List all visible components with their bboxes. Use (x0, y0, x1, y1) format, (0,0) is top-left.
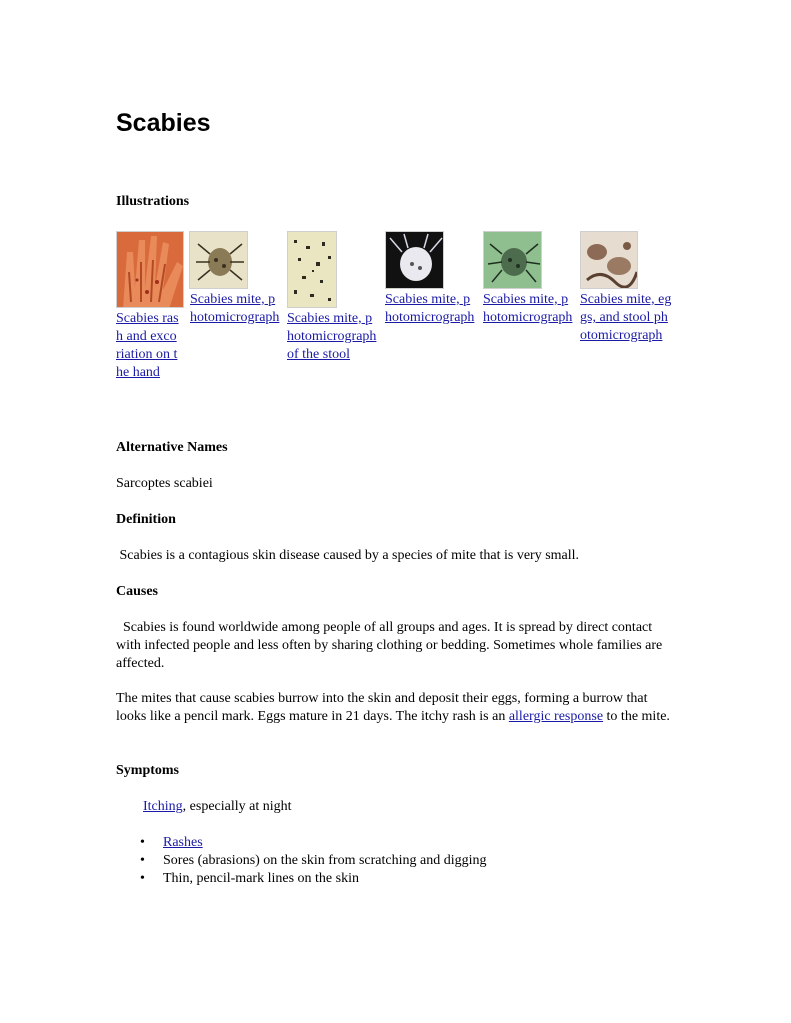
symptoms-list (116, 834, 487, 888)
itching-line (143, 798, 292, 816)
allergic-response-link[interactable]: allergic response (508, 709, 604, 724)
causes-heading: Causes (116, 584, 159, 599)
list-item-text: Sores (abrasions) on the skin from scratching and digging (163, 853, 487, 868)
illustration-caption-4[interactable]: Scabies mite, photomicrograph (385, 292, 475, 325)
alternative-names-text: Sarcoptes scabiei (116, 476, 213, 491)
bullet-icon: • (140, 871, 145, 886)
list-item-text: Thin, pencil-mark lines on the skin (163, 871, 359, 886)
list-item (116, 852, 487, 870)
symptoms-heading: Symptoms (116, 763, 180, 778)
illustration-caption-3[interactable]: Scabies mite, photomicrograph of the stool (287, 311, 377, 362)
mite-eggs-photo-icon[interactable] (580, 231, 638, 289)
illustration-caption-1[interactable]: Scabies rash and excoriation on the hand (116, 311, 179, 380)
illustration-caption-5[interactable]: Scabies mite, photomicrograph (483, 292, 573, 325)
causes-paragraph-2-text: The mites that cause scabies burrow into the skin and deposit their eggs, forming a burrow that looks like a pencil mark. Eggs mature in 21 days. The itchy rash is an (116, 691, 648, 724)
itching-rest: , especially at night (182, 799, 292, 814)
illustration-caption-6[interactable]: Scabies mite, eggs, and stool photomicrograph (580, 292, 672, 343)
illustration-caption-2[interactable]: Scabies mite, photomicrograph (190, 292, 280, 325)
page-title: Scabies (116, 109, 211, 137)
mite-green-photo-icon[interactable] (483, 231, 542, 289)
list-item (116, 870, 487, 888)
hand-rash-photo-icon[interactable] (116, 231, 184, 308)
itching-link[interactable]: Itching (143, 799, 183, 814)
mite-photo-icon[interactable] (189, 231, 248, 289)
definition-text: Scabies is a contagious skin disease caused by a species of mite that is very small. (116, 548, 580, 563)
rashes-link[interactable]: Rashes (163, 835, 203, 850)
causes-paragraph-1: Scabies is found worldwide among people of all groups and ages. It is spread by direct contact with infected people and less often by sharing clothing or bedding. Sometimes whole families are affected. (116, 620, 666, 671)
list-item (116, 834, 487, 852)
definition-heading: Definition (116, 512, 176, 527)
illustrations-heading: Illustrations (116, 194, 190, 209)
causes-paragraph-2 (116, 690, 681, 726)
stool-photo-icon[interactable] (287, 231, 337, 308)
bullet-icon: • (140, 853, 145, 868)
alternative-names-heading: Alternative Names (116, 440, 228, 455)
causes-paragraph-2-end: to the mite. (603, 709, 670, 724)
bullet-icon: • (140, 835, 145, 850)
mite-dark-photo-icon[interactable] (385, 231, 444, 289)
